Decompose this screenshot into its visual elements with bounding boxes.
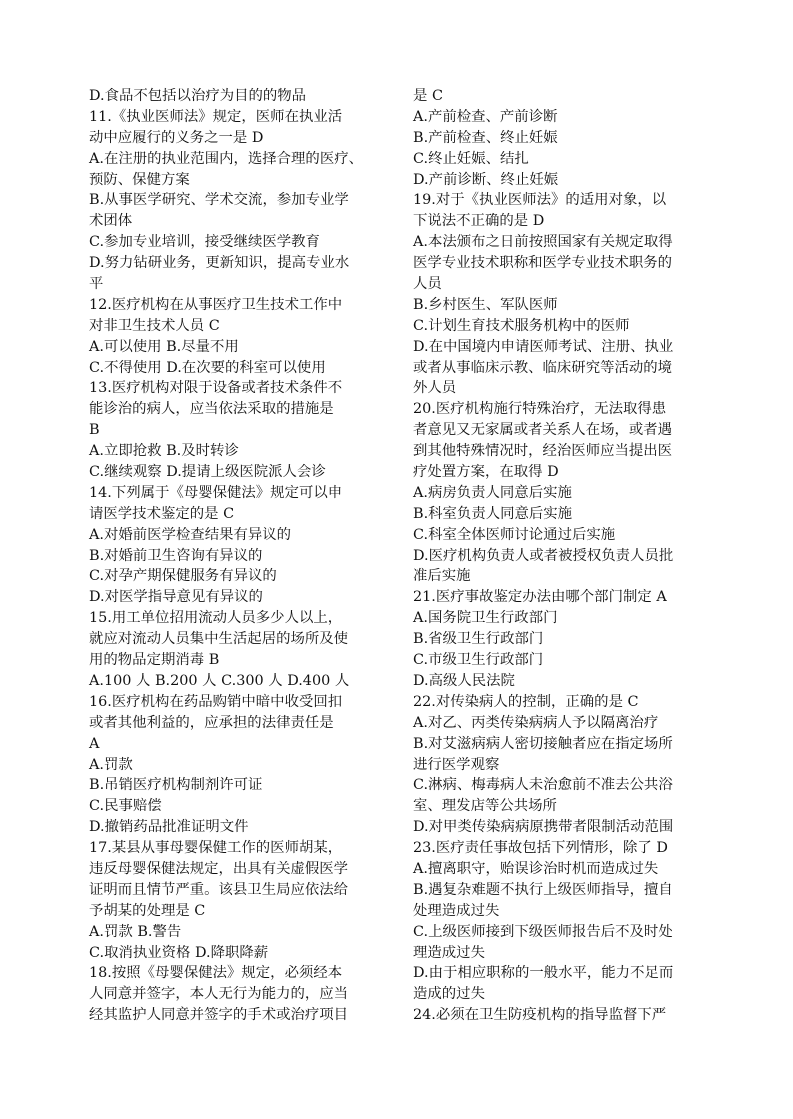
right-column-line: 人员 [413,276,442,293]
right-column-line: 者意见又无家属或者关系人在场，或者遇 [413,422,673,439]
right-column-line: C.终止妊娠、结扎 [413,150,529,167]
left-column-line: 就应对流动人员集中生活起居的场所及使 [89,631,349,648]
right-column-line: A.擅离职守，贻误诊治时机而造成过失 [413,860,659,877]
left-column-line: A.立即抢救 B.及时转诊 [89,443,239,460]
left-column-line: 11.《执业医师法》规定，医师在执业活 [89,108,343,125]
left-column-line: A.对婚前医学检查结果有异议的 [89,526,292,543]
left-column-line: 12.医疗机构在从事医疗卫生技术工作中 [89,296,343,313]
left-column-line: A.罚款 B.警告 [89,923,182,940]
left-column-line: A.可以使用 B.尽量不用 [89,338,239,355]
right-column-line: 造成的过失 [413,986,485,1003]
left-column-line: 能诊治的病人，应当依法采取的措施是 [89,401,334,418]
right-column-line: 疗处置方案，在取得 D [413,464,559,481]
right-text-column [413,86,713,1026]
left-text-column [89,86,389,1026]
left-column-line: C.不得使用 D.在次要的科室可以使用 [89,359,326,376]
right-column-line: 19.对于《执业医师法》的适用对象，以 [413,192,667,209]
left-column-line: 16.医疗机构在药品购销中暗中收受回扣 [89,693,343,710]
left-column-line: 动中应履行的义务之一是 D [89,129,264,146]
left-column-line: 平 [89,276,104,293]
right-column-line: D.医疗机构负责人或者被授权负责人员批 [413,547,674,564]
left-column-line: C.取消执业资格 D.降职降薪 [89,944,269,961]
right-column-line: B.乡村医生、军队医师 [413,296,558,313]
right-column-line: C.计划生育技术服务机构中的医师 [413,317,630,334]
left-column-line: 经其监护人同意并签字的手术或治疗项目 [89,1007,349,1024]
left-column-line: 证明而且情节严重。该县卫生局应依法给 [89,881,349,898]
right-column-line: 21.医疗事故鉴定办法由哪个部门制定 A [413,589,667,606]
left-column-line: 违反母婴保健法规定，出具有关虚假医学 [89,860,349,877]
right-column-line: 22.对传染病人的控制，正确的是 C [413,693,639,710]
left-column-line: A.在注册的执业范围内，选择合理的医疗、 [89,150,363,167]
right-column-line: B.省级卫生行政部门 [413,631,544,648]
left-column-line: 人同意并签字，本人无行为能力的，应当 [89,986,349,1003]
right-column-line: 室、理发店等公共场所 [413,798,557,815]
right-column-line: D.对甲类传染病病原携带者限制活动范围 [413,819,674,836]
right-column-line: 准后实施 [413,568,471,585]
left-column-line: 13.医疗机构对限于设备或者技术条件不 [89,380,343,397]
left-column-line: D.对医学指导意见有异议的 [89,589,263,606]
right-column-line: A.病房负责人同意后实施 [413,484,572,501]
right-column-line: 处理造成过失 [413,902,500,919]
right-column-line: 进行医学观察 [413,756,500,773]
right-column-line: D.高级人民法院 [413,672,515,689]
right-column-line: 是 C [413,88,443,104]
left-column-line: D.食品不包括以治疗为目的的物品 [89,88,307,104]
right-column-line: B.产前检查、终止妊娠 [413,129,558,146]
right-column-line: 外人员 [413,380,457,397]
left-column-line: 14.下列属于《母婴保健法》规定可以申 [89,484,343,501]
left-column-line: 对非卫生技术人员 C [89,317,220,334]
right-column-line: 医学专业技术职称和医学专业技术职务的 [413,255,673,272]
right-column-line: 到其他特殊情况时，经治医师应当提出医 [413,443,673,460]
right-column-line: D.产前诊断、终止妊娠 [413,171,559,188]
left-column-line: B.对婚前卫生咨询有异议的 [89,547,263,564]
right-column-line: 23.医疗责任事故包括下列情形，除了 D [413,840,668,857]
left-column-line: 予胡某的处理是 C [89,902,206,919]
right-column-line: C.科室全体医师讨论通过后实施 [413,526,616,543]
right-column-line: C.上级医师接到下级医师报告后不及时处 [413,923,673,940]
left-column-line: 18.按照《母婴保健法》规定，必须经本 [89,965,343,982]
right-column-line: C.淋病、梅毒病人未治愈前不准去公共浴 [413,777,673,794]
left-column-line: 17.某县从事母婴保健工作的医师胡某， [89,840,343,857]
right-column-line: B.对艾滋病病人密切接触者应在指定场所 [413,735,673,752]
left-column-line: B.吊销医疗机构制剂许可证 [89,777,263,794]
right-column-line: 下说法不正确的是 D [413,213,545,230]
left-column-line: C.民事赔偿 [89,798,162,815]
right-column-line: D.由于相应职称的一般水平，能力不足而 [413,965,674,982]
left-column-line: D.撤销药品批准证明文件 [89,819,249,836]
left-column-line: 15.用工单位招用流动人员多少人以上， [89,610,343,627]
left-column-line: 或者其他利益的，应承担的法律责任是 [89,714,334,731]
left-column-line: 用的物品定期消毒 B [89,652,220,669]
left-column-line: 术团体 [89,213,133,230]
right-column-line: 或者从事临床示教、临床研究等活动的境 [413,359,673,376]
left-column-line: C.参加专业培训，接受继续医学教育 [89,234,320,251]
left-column-line: C.继续观察 D.提请上级医院派人会诊 [89,464,326,481]
right-column-line: A.本法颁布之日前按照国家有关规定取得 [413,234,673,251]
left-column-line: 预防、保健方案 [89,171,190,188]
right-column-line: D.在中国境内申请医师考试、注册、执业 [413,338,674,355]
left-column-line: A.100 人 B.200 人 C.300 人 D.400 人 [89,672,350,689]
right-column-line: 理造成过失 [413,944,485,961]
right-column-line: B.遇复杂难题不执行上级医师指导，擅自 [413,881,673,898]
left-column-line: B [89,422,100,439]
right-column-line: B.科室负责人同意后实施 [413,505,573,522]
left-column-line: A [89,735,100,752]
right-column-line: A.对乙、丙类传染病病人予以隔离治疗 [413,714,659,731]
left-column-line: 请医学技术鉴定的是 C [89,505,235,522]
left-column-line: A.罚款 [89,756,133,773]
left-column-line: B.从事医学研究、学术交流，参加专业学 [89,192,349,209]
left-column-line: D.努力钻研业务，更新知识，提高专业水 [89,255,350,272]
left-column-line: C.对孕产期保健服务有异议的 [89,568,277,585]
right-column-line: 20.医疗机构施行特殊治疗，无法取得患 [413,401,667,418]
right-column-line: A.产前检查、产前诊断 [413,108,558,125]
right-column-line: 24.必须在卫生防疫机构的指导监督下严 [413,1007,667,1024]
right-column-line: C.市级卫生行政部门 [413,652,544,669]
right-column-line: A.国务院卫生行政部门 [413,610,558,627]
